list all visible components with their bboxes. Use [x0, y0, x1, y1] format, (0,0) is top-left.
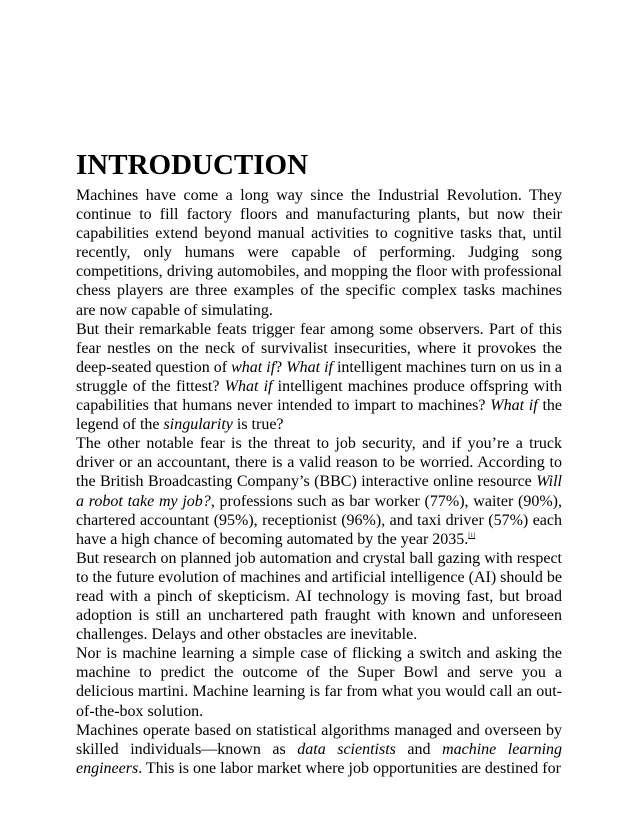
italic-run: Will a robot take my job?: [76, 473, 562, 510]
paragraph-2: [76, 320, 562, 435]
document-body: [76, 148, 562, 778]
section-heading: INTRODUCTION: [76, 149, 309, 181]
text-run: intelligent machines turn on us in a struggle of the fittest?: [76, 358, 562, 395]
italic-run: singularity: [163, 416, 233, 434]
paragraph-4: But research on planned job automation and crystal ball gazing with respect to the future evolution of machines and artificial intelligence (AI) should be read with a pinch of skepticism. AI technology is moving fast, but broad adoption is still an unchartered path fraught with known and unforeseen challenges. Delays and other obstacles are inevitable.: [76, 549, 562, 644]
text-run: is true?: [232, 416, 284, 434]
italic-run: What if: [286, 358, 333, 376]
paragraph-3: [76, 434, 562, 549]
footnote-link[interactable]: [1]: [468, 532, 476, 539]
italic-run: machine learning engineers: [76, 740, 563, 777]
italic-run: What if: [224, 377, 273, 395]
text-run: intelligent machines produce offspring with capabilities that humans never intended to impart to machines?: [76, 377, 562, 415]
italic-run: What if: [490, 397, 538, 415]
text-run: the legend of the: [76, 397, 563, 434]
text-run: . This is one labor market where job opportunities are destined for: [138, 759, 561, 777]
paragraph-1: Machines have come a long way since the Industrial Revolution. They continue to fill factory floors and manufacturing plants, but now their capabilities extend beyond manual activities to cognitive tasks that, until recently, only humans were capable of performing. Judging song competitions, driving automobiles, and mopping the floor with professional chess players are three examples of the specific complex tasks machines are now capable of simulating.: [76, 187, 562, 319]
text-run: The other notable fear is the threat to job security, and if you’re a truck driver or an accountant, there is a valid reason to be worried. According to the British Broadcasting Company’s (BBC) interactive online resource: [76, 435, 562, 491]
paragraph-6: [76, 721, 562, 778]
italic-run: data scientists: [297, 740, 396, 758]
text-run: ?: [275, 358, 287, 376]
footnote-ref[interactable]: [468, 533, 475, 539]
text-run: Machines operate based on statistical algorithms managed and overseen by skilled individuals—known as: [76, 721, 562, 758]
text-run: But their remarkable feats trigger fear among some observers. Part of this fear nestles on the neck of survivalist insecurities, where it provokes the deep-seated question of: [76, 320, 562, 376]
paragraph-5: Nor is machine learning a simple case of flicking a switch and asking the machine to predict the outcome of the Super Bowl and serve you a delicious martini. Machine learning is far from what you would call an out-of-the-box solution.: [76, 645, 562, 720]
text-run: , professions such as bar worker (77%), waiter (90%), chartered accountant (95%), receptionist (96%), and taxi driver (57%) each have a high chance of becoming automated by the year 2035.: [76, 492, 562, 548]
text-run: and: [395, 740, 443, 758]
italic-run: what if: [231, 358, 276, 376]
